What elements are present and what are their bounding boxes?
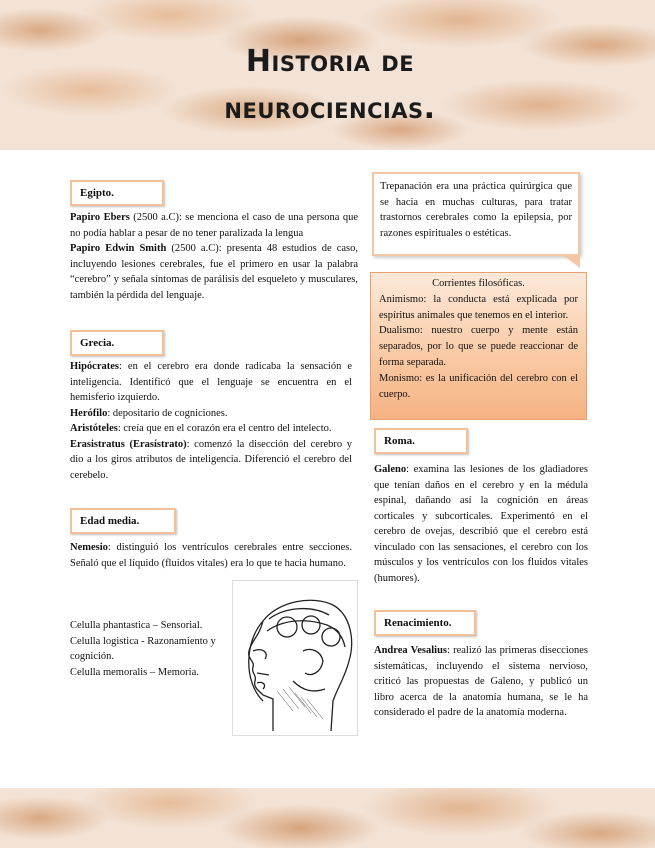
- section-tab-edad-media: [70, 508, 176, 534]
- section-label: Edad media.: [80, 515, 140, 527]
- renacimiento-paragraph-1: [374, 643, 588, 721]
- edad-media-text: [70, 540, 352, 571]
- grecia-text: [70, 359, 352, 483]
- section-tab-grecia: [70, 330, 164, 356]
- section-tab-renacimiento: [374, 610, 476, 636]
- cell-item: Celulla phantastica – Sensorial.: [70, 620, 203, 631]
- term-herofilo: Herófilo: [70, 407, 108, 419]
- paragraph-text: : distinguió los ventrículos cerebrales entre secciones. Señaló que el líquido (fluidos vitales) era lo que te hacia humano.: [70, 542, 352, 569]
- title-line-1: Historia de: [245, 44, 415, 79]
- section-label: Grecia.: [80, 337, 115, 349]
- philosophy-box: [370, 272, 587, 420]
- egipto-text: [70, 210, 358, 303]
- philosophy-heading: Corrientes filosóficas.: [432, 278, 525, 289]
- grecia-paragraph-4: [70, 437, 352, 484]
- title-line-2: neurociencias.: [224, 91, 436, 126]
- footer-background: [0, 788, 655, 848]
- roma-text: [374, 462, 588, 586]
- grecia-paragraph-3: [70, 421, 352, 437]
- paragraph-text: : examina las lesiones de los gladiadores que tenían daños en el cerebro y en la médula espinal, dañando así la cognición en áreas corticales y subcorticales. Experimentó en el cerebro de ovejas, describió que el cerebro está vinculado con las sensaciones, el cerebro con los músculos y los ventrículos con los fluidos vitales (humores).: [374, 464, 588, 584]
- egipto-paragraph-1: [70, 210, 358, 241]
- note-text: Trepanación era una práctica quirúrgica que se hacia en muchas culturas, para tratar trastornos cerebrales como la epilepsia, por razones espirituales o estéticas.: [380, 181, 572, 239]
- head-sketch-icon: [233, 581, 357, 735]
- edad-media-paragraph-1: [70, 540, 352, 571]
- section-tab-roma: [374, 428, 468, 454]
- term-papiro-ebers: Papiro Ebers: [70, 212, 130, 223]
- philosophy-item: Dualismo: nuestro cuerpo y mente están separados, por lo que se puede reaccionar de forma separada.: [379, 325, 578, 368]
- roma-paragraph-1: [374, 462, 588, 586]
- paragraph-text: : comenzó la disección del cerebro y dio a los giros atributos de inteligencia. Diferenció el cerebro del cerebelo.: [70, 438, 352, 481]
- note-tail: [564, 256, 580, 268]
- grecia-paragraph-2: [70, 406, 352, 422]
- head-illustration: [232, 580, 358, 736]
- paragraph-text: : realizó las primeras disecciones sistemáticas, incluyendo el sistema nervioso, criticó las propuestas de Galeno, y publicó un libro acerca de la anatomía humana, se le ha considerado el padre de la anatomía moderna.: [374, 645, 588, 718]
- term-galeno: Galeno: [374, 464, 407, 475]
- term-papiro-edwin-smith: Papiro Edwin Smith: [70, 243, 167, 254]
- trepanation-note: [372, 172, 580, 256]
- paragraph-text: : depositario de cogniciones.: [107, 407, 228, 419]
- section-label: Renacimiento.: [384, 617, 452, 629]
- grecia-paragraph-1: [70, 359, 352, 406]
- philosophy-item: Monismo: es la unificación del cerebro con el cuerpo.: [379, 372, 578, 400]
- section-label: Roma.: [384, 435, 415, 447]
- term-nemesio: Nemesio: [70, 542, 108, 553]
- egipto-paragraph-2: [70, 241, 358, 303]
- renacimiento-text: [374, 643, 588, 721]
- paragraph-text: : en el cerebro era donde radicaba la sensación e inteligencia. Identificó que el lenguaje se encuentra en el hemisferio izquierdo.: [70, 361, 352, 403]
- paragraph-text: (2500 a.C): se menciona el caso de una persona que no podía hablar a pesar de no tener paralizada la lengua: [70, 212, 358, 239]
- paragraph-text: (2500 a.C): presenta 48 estudios de caso, incluyendo lesiones cerebrales, fue el primero en usar la palabra “cerebro” y señala síntomas de parálisis del esqueleto y musculares, también la pérdida del lenguaje.: [70, 243, 359, 301]
- cell-item: Celulla memoralis – Memoria.: [70, 666, 199, 678]
- term-erasistratus: Erasistratus (Erasístrato): [70, 438, 187, 450]
- cell-list: [70, 618, 235, 680]
- term-aristoteles: Aristóteles: [70, 423, 118, 434]
- term-andrea-vesalius: Andrea Vesalius: [374, 645, 448, 656]
- term-hipocrates: Hipócrates: [70, 361, 119, 372]
- paragraph-text: : creía que en el corazón era el centro del intelecto.: [117, 423, 332, 434]
- cell-item: Celulla logistica - Razonamiento y cognición.: [70, 635, 216, 662]
- section-label: Egipto.: [80, 187, 114, 199]
- philosophy-item: Animismo: la conducta está explicada por espíritus animales que tenemos en el interior.: [379, 293, 578, 321]
- section-tab-egipto: [70, 180, 164, 206]
- page-title: [160, 38, 500, 132]
